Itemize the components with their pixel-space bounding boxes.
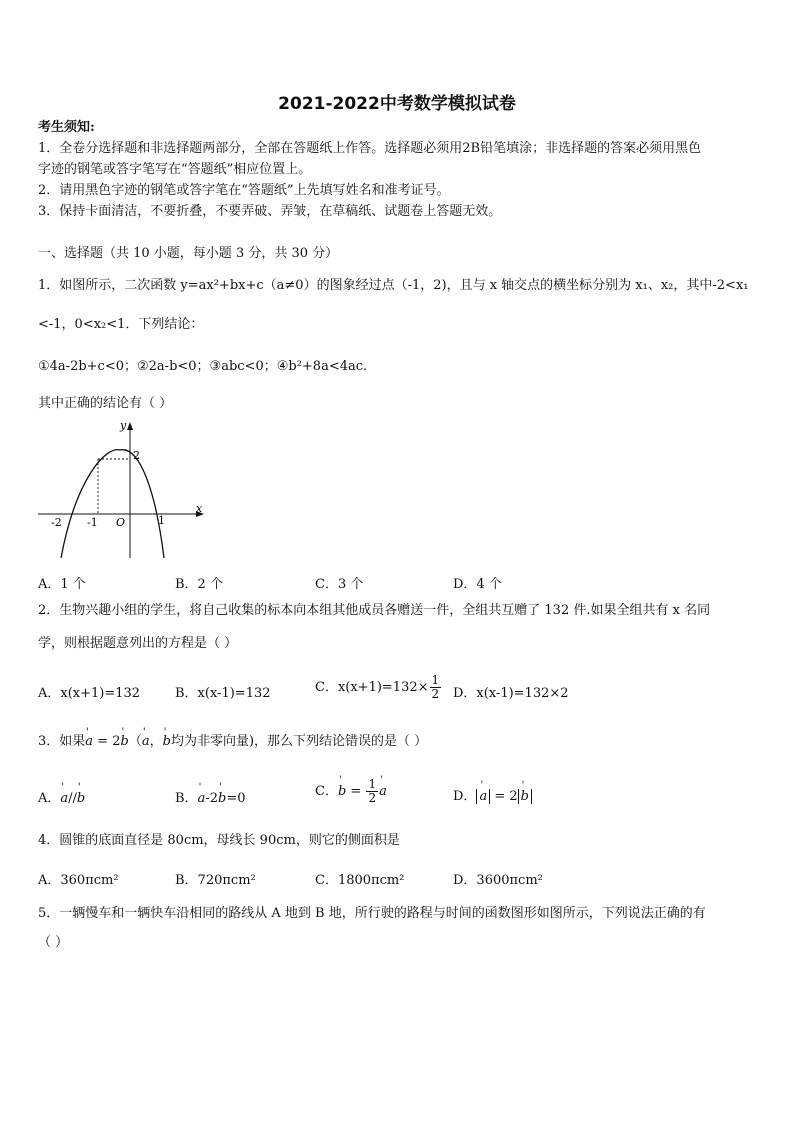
option-b-minus: -2	[205, 791, 218, 806]
q5-text-cont: （ ）	[38, 935, 69, 950]
q3-option-b	[175, 787, 246, 806]
tick-label-1: 1	[158, 514, 165, 527]
q2-option-c-text: C．x(x+1)=132×	[315, 680, 429, 695]
q3-post: 均为非零向量)，那么下列结论错误的是（ ）	[170, 734, 428, 749]
q2-option-b: B．x(x-1)=132	[175, 686, 271, 701]
q3-text	[38, 734, 427, 750]
x-axis-label: x	[196, 502, 203, 515]
q1-option-d: D．4 个	[453, 577, 502, 592]
fraction-numerator: 1	[368, 777, 377, 791]
section-heading: 一、选择题（共 10 小题，每小题 3 分，共 30 分）	[38, 246, 339, 261]
q2-option-c	[315, 674, 442, 701]
q2-option-c-fraction	[430, 674, 442, 701]
vector-b: ' b	[163, 734, 171, 750]
q4-option-b: B．720πcm²	[175, 873, 256, 888]
q3-option-c	[315, 778, 387, 805]
vector-a: ' a	[85, 734, 93, 750]
option-label: C．	[315, 784, 338, 799]
vector-a: ' a	[60, 791, 68, 806]
q4-text: 4．圆锥的底面直径是 80cm，母线长 90cm，则它的侧面积是	[38, 833, 400, 848]
q1-ask: 其中正确的结论有（ ）	[38, 396, 173, 411]
q2-text-cont: 学，则根据题意列出的方程是（ ）	[38, 636, 238, 651]
q3-mid: （	[128, 734, 142, 749]
vector-a: ' a	[142, 734, 150, 750]
q4-option-a: A．360πcm²	[38, 873, 119, 888]
notice-item-1-cont: 字迹的钢笔或答字笔写在“答题纸”相应位置上。	[38, 162, 312, 177]
q3-option-c-fraction	[366, 778, 378, 805]
tick-label-2: 2	[133, 449, 140, 462]
q3-option-a	[38, 787, 85, 806]
q1-text-cont: <-1，0<x₂<1．下列结论：	[38, 317, 204, 332]
q4-option-c: C．1800πcm²	[315, 873, 405, 888]
parabola-curve	[61, 450, 164, 558]
vector-a: ' a	[479, 789, 487, 804]
vector-b: ' b	[521, 789, 529, 804]
q1-option-c: C．3 个	[315, 577, 364, 592]
q3-pre: 3．如果	[38, 734, 86, 749]
q5-text: 5．一辆慢车和一辆快车沿相同的路线从 A 地到 B 地，所行驶的路程与时间的函数图形如图所示，下列说法正确的有	[38, 906, 706, 921]
q2-option-a: A．x(x+1)=132	[38, 686, 141, 701]
option-label: B．	[175, 791, 198, 806]
q1-option-a: A．1 个	[38, 577, 86, 592]
option-c-eq: =	[346, 784, 366, 799]
notice-heading: 考生须知:	[38, 120, 95, 135]
q3-option-d	[453, 785, 532, 804]
fraction-denominator: 2	[431, 687, 440, 701]
abs-vector-b	[518, 789, 532, 804]
parallel-symbol: //	[68, 791, 77, 806]
origin-label: O	[116, 516, 126, 529]
y-axis-label: y	[120, 419, 127, 432]
abs-vector-a	[476, 789, 490, 804]
option-b-end: =0	[226, 791, 246, 806]
q2-option-d: D．x(x-1)=132×2	[453, 686, 569, 701]
vector-b: ' b	[77, 791, 85, 806]
fraction-denominator: 2	[368, 791, 377, 805]
q1-parabola-graph	[36, 418, 211, 563]
tick-label-neg1: -1	[87, 516, 98, 529]
vector-b: ' b	[218, 791, 226, 806]
q3-comma: ，	[149, 734, 163, 749]
tick-label-neg2: -2	[51, 516, 62, 529]
q4-option-d: D．3600πcm²	[453, 873, 543, 888]
q1-option-b: B．2 个	[175, 577, 223, 592]
vector-b: ' b	[120, 734, 128, 750]
vector-a: ' a	[198, 791, 206, 806]
q2-text: 2．生物兴趣小组的学生，将自己收集的标本向本组其他成员各赠送一件，全组共互赠了 132 件.如果全组共有 x 名同	[38, 603, 711, 618]
notice-item-1: 1．全卷分选择题和非选择题两部分，全部在答题纸上作答。选择题必须用2B铅笔填涂；非选择题的答案必须用黑色	[38, 141, 702, 156]
option-label: D．	[453, 789, 477, 804]
vector-a: ' a	[379, 784, 387, 799]
option-d-eq: = 2	[490, 789, 518, 804]
fraction-numerator: 1	[431, 673, 440, 687]
option-label: A．	[38, 791, 61, 806]
notice-item-2: 2．请用黑色字迹的钢笔或答字笔在“答题纸”上先填写姓名和准考证号。	[38, 183, 450, 198]
q1-text: 1．如图所示，二次函数 y=ax²+bx+c（a≠0）的图象经过点（-1，2)，且与 x 轴交点的横坐标分别为 x₁、x₂，其中-2<x₁	[38, 278, 749, 293]
y-axis-arrow	[127, 422, 133, 430]
q3-eq: = 2	[93, 734, 121, 749]
vector-b: ' b	[338, 784, 346, 799]
notice-item-3: 3．保持卡面清洁，不要折叠，不要弄破、弄皱，在草稿纸、试题卷上答题无效。	[38, 204, 502, 219]
page-title: 2021-2022中考数学模拟试卷	[278, 94, 516, 114]
q1-conclusions: ①4a-2b+c<0；②2a-b<0；③abc<0；④b²+8a<4ac．	[38, 359, 377, 374]
